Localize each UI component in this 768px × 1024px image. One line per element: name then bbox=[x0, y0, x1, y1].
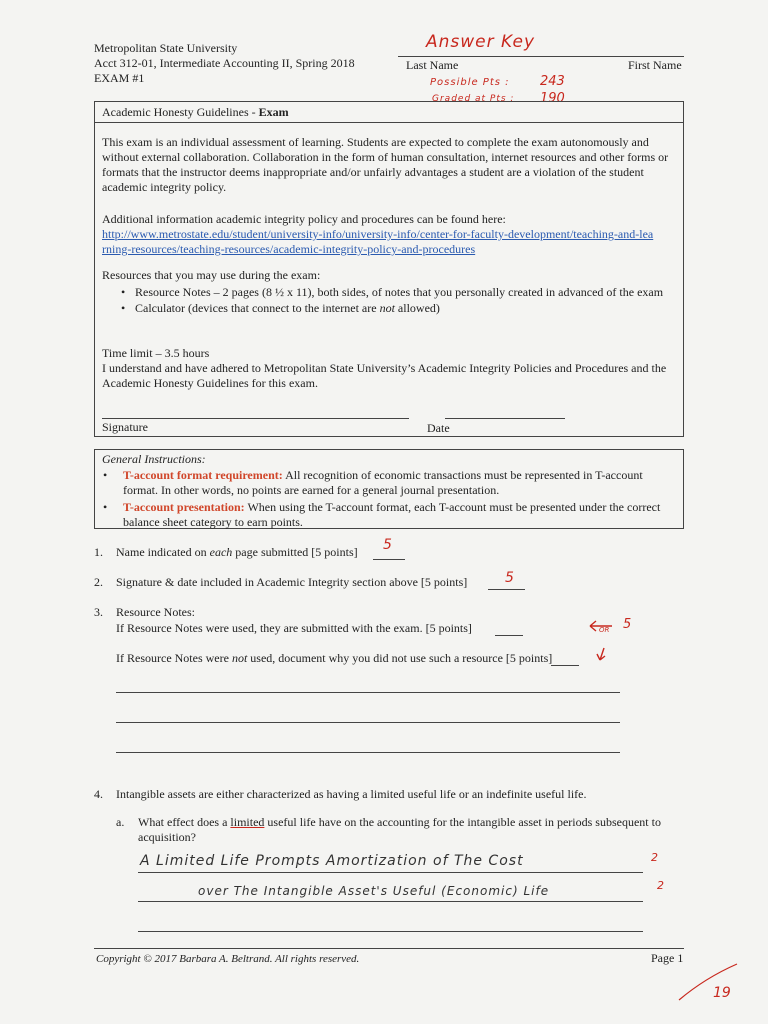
q3b-text-start: If Resource Notes were bbox=[116, 651, 232, 665]
q1-answer-line[interactable] bbox=[373, 559, 405, 560]
honesty-paragraph: This exam is an individual assessment of learning. Students are expected to complete the exam autonomously and without external collaboration. Collaboration in the form of human consultation, internet resources and other forms or formats that the instructor deems inappropriate and/or unfairly advantages a student are a violation of the student academic integrity policy. bbox=[102, 135, 669, 194]
instruction-bullet-2: • bbox=[103, 500, 108, 514]
q3-used-answer-line[interactable] bbox=[495, 635, 523, 636]
q3-response-line-3[interactable] bbox=[116, 752, 620, 753]
page-number: Page 1 bbox=[651, 951, 684, 965]
q1-emphasis: each bbox=[209, 545, 233, 559]
integrity-statement: I understand and have adhered to Metropolitan State University’s Academic Integrity Policies and Procedures and the Academic Honesty Guidelines for this exam. bbox=[102, 361, 667, 390]
q4a-label: a. bbox=[116, 815, 125, 829]
date-label: Date bbox=[427, 421, 450, 435]
graded-points-handwriting: Graded at Pts : bbox=[432, 94, 515, 104]
q1-score: 5 bbox=[383, 537, 392, 553]
instruction-1-label: T-account format requirement: bbox=[123, 468, 283, 482]
policy-link[interactable]: http://www.metrostate.edu/student/university-info/university-info/center-for-faculty-development/teaching-and-learning-resources/teaching-resources/academic-integrity-policy-and-procedures bbox=[102, 227, 654, 256]
resource-item-notes: • Resource Notes – 2 pages (8 ½ x 11), both sides, of notes that you personally created in advanced of the exam bbox=[121, 285, 666, 300]
university-name: Metropolitan State University bbox=[94, 41, 238, 55]
honesty-title-bold: Exam bbox=[258, 105, 289, 119]
answer-key-handwriting: Answer Key bbox=[426, 32, 536, 52]
q1-text-start: Name indicated on bbox=[116, 545, 210, 559]
q2-answer-line[interactable] bbox=[488, 589, 525, 590]
q3-not-used-answer-line[interactable] bbox=[551, 665, 579, 666]
signature-line[interactable] bbox=[102, 418, 409, 419]
instruction-item-1 bbox=[123, 468, 675, 498]
possible-points-value: 243 bbox=[540, 74, 565, 89]
q3-response-line-2[interactable] bbox=[116, 722, 620, 723]
q1-text-end: page submitted [5 points] bbox=[232, 545, 358, 559]
q3-or-mark: OR bbox=[599, 626, 610, 634]
q4a-text bbox=[138, 815, 683, 845]
q4a-answer-line-2[interactable] bbox=[138, 901, 643, 902]
course-title: Acct 312-01, Intermediate Accounting II, Spring 2018 bbox=[94, 56, 355, 70]
instructions-title: General Instructions: bbox=[102, 452, 206, 466]
q4a-points-1: 2 bbox=[651, 851, 658, 864]
q1-number: 1. bbox=[94, 545, 103, 559]
q4a-answer-line-3[interactable] bbox=[138, 931, 643, 932]
q4a-answer-line-2-text: over The Intangible Asset's Useful (Economic) Life bbox=[198, 884, 550, 898]
q3b-emphasis: not bbox=[231, 651, 248, 665]
copyright: Copyright © 2017 Barbara A. Beltrand. All rights reserved. bbox=[96, 953, 360, 965]
q4a-text-start: What effect does a bbox=[138, 815, 231, 829]
q1-text bbox=[116, 545, 358, 560]
possible-points-handwriting: Possible Pts : bbox=[430, 77, 510, 88]
time-limit: Time limit – 3.5 hours bbox=[102, 346, 210, 360]
q3-response-line-1[interactable] bbox=[116, 692, 620, 693]
resource-item-calculator bbox=[121, 301, 666, 316]
q4a-answer-line-1[interactable] bbox=[138, 872, 643, 873]
first-name-label: First Name bbox=[628, 58, 682, 72]
policy-info-text: Additional information academic integrity policy and procedures can be found here: bbox=[102, 212, 506, 226]
resource-calculator-text: Calculator (devices that connect to the internet are bbox=[135, 301, 380, 315]
q3-title: Resource Notes: bbox=[116, 605, 195, 619]
date-line[interactable] bbox=[445, 418, 565, 419]
q3-number: 3. bbox=[94, 605, 103, 619]
honesty-title-prefix: Academic Honesty Guidelines - bbox=[102, 105, 259, 119]
q2-number: 2. bbox=[94, 575, 103, 589]
q4a-limited-word: limited bbox=[230, 815, 265, 829]
q3-arrow-annotation-icon bbox=[582, 612, 622, 662]
exam-title: EXAM #1 bbox=[94, 71, 145, 85]
academic-honesty-section bbox=[94, 101, 684, 437]
q4a-answer-line-1-text: A Limited Life Prompts Amortization of The Cost bbox=[140, 853, 524, 869]
instruction-2-text: When using the T-account format, each T-account must be presented under the correct balance sheet category to earn points. bbox=[123, 500, 661, 529]
policy-link-wrap bbox=[102, 227, 657, 257]
honesty-title bbox=[102, 105, 289, 120]
last-name-label: Last Name bbox=[406, 58, 459, 72]
q2-score: 5 bbox=[505, 570, 514, 586]
honesty-divider bbox=[95, 122, 683, 123]
q3-used-text: If Resource Notes were used, they are submitted with the exam. [5 points] bbox=[116, 621, 472, 635]
instruction-2-label: T-account presentation: bbox=[123, 500, 245, 514]
instruction-1-text: All recognition of economic transactions must be represented in T-account format. In other words, no points are earned for a general journal presentation. bbox=[123, 468, 643, 497]
name-line bbox=[398, 56, 684, 57]
q2-text: Signature & date included in Academic Integrity section above [5 points] bbox=[116, 575, 468, 589]
graded-points-value: 190 bbox=[540, 91, 565, 106]
signature-label: Signature bbox=[102, 420, 148, 434]
instruction-bullet-1: • bbox=[103, 468, 108, 482]
resource-calculator-text-end: allowed) bbox=[394, 301, 440, 315]
q4-number: 4. bbox=[94, 787, 103, 801]
q3-not-used-text bbox=[116, 651, 552, 666]
q3b-text-end: used, document why you did not use such a resource [5 points] bbox=[247, 651, 553, 665]
page-total-check-icon bbox=[675, 958, 745, 1013]
footer-divider bbox=[94, 948, 684, 949]
general-instructions-section bbox=[94, 449, 684, 529]
resources-intro: Resources that you may use during the exam: bbox=[102, 268, 321, 282]
q4-text: Intangible assets are either characterized as having a limited useful life or an indefinite useful life. bbox=[116, 787, 587, 801]
resource-calculator-emphasis: not bbox=[379, 301, 395, 315]
q4a-points-2: 2 bbox=[657, 879, 664, 892]
page-total-score: 19 bbox=[713, 985, 731, 1001]
instruction-item-2 bbox=[123, 500, 675, 530]
resources-list bbox=[121, 285, 666, 316]
q4a-text-end: useful life have on the accounting for the intangible asset in periods subsequent to acquisition? bbox=[138, 815, 661, 844]
q3-score: 5 bbox=[623, 617, 632, 632]
